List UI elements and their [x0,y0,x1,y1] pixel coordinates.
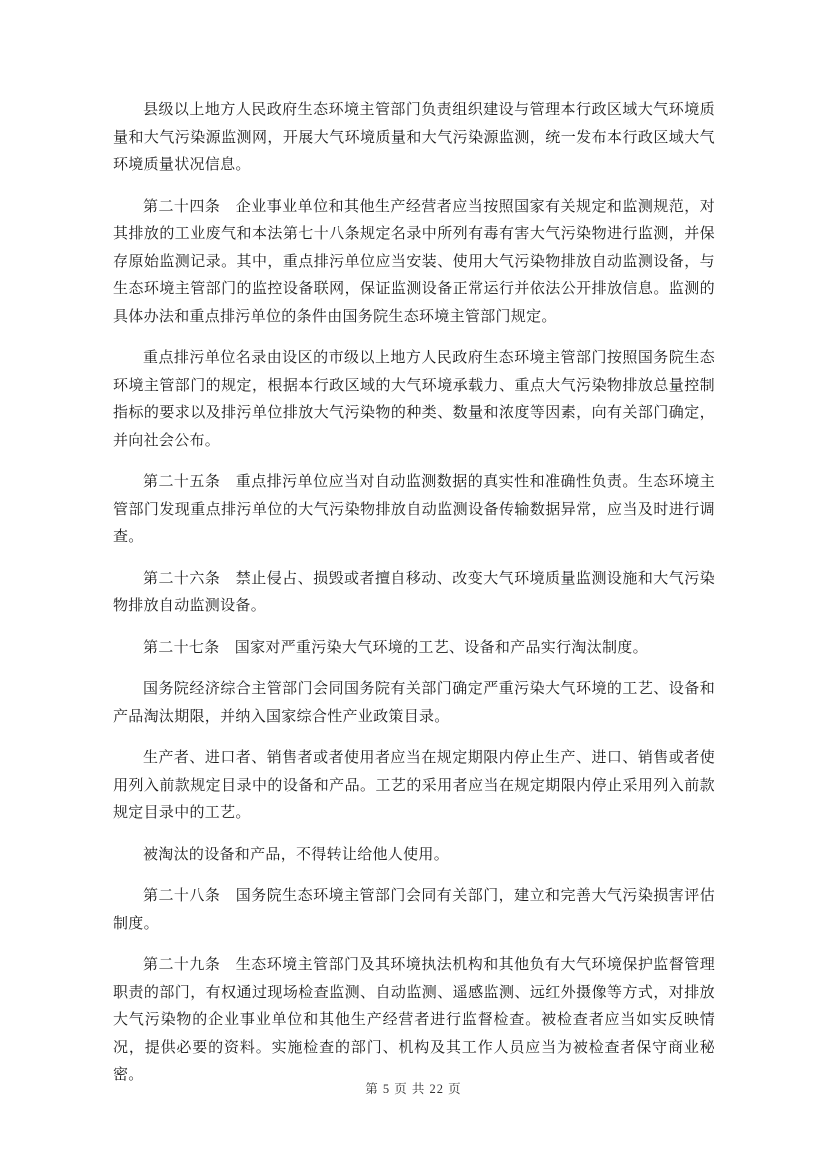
paragraph-7: 国务院经济综合主管部门会同国务院有关部门确定严重污染大气环境的工艺、设备和产品淘汰期限，并纳入国家综合性产业政策目录。 [113,681,715,725]
paragraph-8: 生产者、进口者、销售者或者使用者应当在规定期限内停止生产、进口、销售或者使用列入前款规定目录中的设备和产品。工艺的采用者应当在规定期限内停止采用列入前款规定目录中的工艺。 [113,750,715,821]
document-body [113,97,715,1104]
paragraph-article-27: 第二十七条 国家对严重污染大气环境的工艺、设备和产品实行淘汰制度。 [143,639,648,656]
page-number-text: 第 5 页 共 22 页 [365,1082,462,1096]
paragraph-article-25: 第二十五条 重点排污单位应当对自动监测数据的真实性和准确性负责。生态环境主管部门发现重点排污单位的大气污染物排放自动监测设备传输数据异常，应当及时进行调查。 [113,474,715,545]
paragraph-article-28: 第二十八条 国务院生态环境主管部门会同有关部门，建立和完善大气污染损害评估制度。 [113,888,715,932]
page-footer [0,1079,827,1097]
paragraph-9: 被淘汰的设备和产品，不得转让给他人使用。 [143,846,450,863]
paragraph-1: 县级以上地方人民政府生态环境主管部门负责组织建设与管理本行政区域大气环境质量和大气污染源监测网，开展大气环境质量和大气污染源监测，统一发布本行政区域大气环境质量状况信息。 [113,102,715,173]
paragraph-article-24: 第二十四条 企业事业单位和其他生产经营者应当按照国家有关规定和监测规范，对其排放的工业废气和本法第七十八条规定名录中所列有毒有害大气污染物进行监测，并保存原始监测记录。其中，重点排污单位应当安装、使用大气污染物排放自动监测设备，与生态环境主管部门的监控设备联网，保证监测设备正常运行并依法公开排放信息。监测的具体办法和重点排污单位的条件由国务院生态环境主管部门规定。 [113,198,715,325]
paragraph-article-29: 第二十九条 生态环境主管部门及其环境执法机构和其他负有大气环境保护监督管理职责的部门，有权通过现场检查监测、自动监测、遥感监测、远红外摄像等方式，对排放大气污染物的企业事业单位和其他生产经营者进行监督检查。被检查者应当如实反映情况，提供必要的资料。实施检查的部门、机构及其工作人员应当为被检查者保守商业秘密。 [113,957,715,1083]
paragraph-article-26: 第二十六条 禁止侵占、损毁或者擅自移动、改变大气环境质量监测设施和大气污染物排放自动监测设备。 [113,570,715,614]
paragraph-3: 重点排污单位名录由设区的市级以上地方人民政府生态环境主管部门按照国务院生态环境主管部门的规定，根据本行政区域的大气环境承载力、重点大气污染物排放总量控制指标的要求以及排污单位排放大气污染物的种类、数量和浓度等因素，向有关部门确定，并向社会公布。 [113,350,715,449]
